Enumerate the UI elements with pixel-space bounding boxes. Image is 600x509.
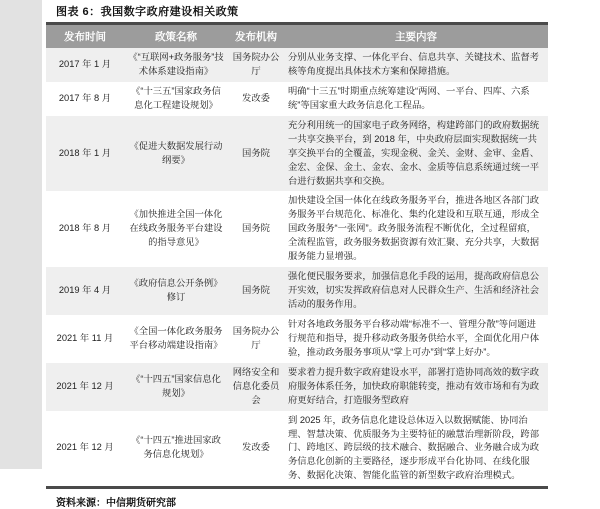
policy-table-header — [46, 24, 548, 49]
cell-policy: 《政府信息公开条例》修订 — [129, 278, 223, 303]
policy-table-body — [46, 48, 548, 488]
cell-policy: 《“十四五”推进国家政务信息化规划》 — [131, 435, 221, 460]
table-row — [46, 82, 548, 116]
policy-table — [46, 22, 548, 489]
cell-date: 2017 年 1 月 — [58, 58, 112, 69]
table-row — [46, 267, 548, 315]
cell-agency: 国务院办公厅 — [232, 325, 280, 350]
cell-content: 要求着力提升数字政府建设水平，部署打造协同高效的数字政府服务体系任务，加快政府职能转变，推动有效市场和有为政府更好结合，打造服务型政府 — [288, 366, 540, 405]
cell-content: 明确“十三五”时期重点统筹建设“两网、一平台、四库、六系统”等国家重大政务信息化工程品。 — [288, 85, 530, 110]
figure-title: 图表 6：我国数字政府建设相关政策 — [56, 6, 239, 18]
cell-policy: 《加快推进全国一体化在线政务服务平台建设的指导意见》 — [129, 209, 223, 248]
cell-agency: 发改委 — [242, 92, 270, 103]
cell-agency: 国务院 — [242, 223, 270, 234]
table-row — [46, 411, 548, 488]
cell-content: 到 2025 年，政务信息化建设总体迈入以数据赋能、协同治理、智慧决策、优质服务为主要特征的融慧治理新阶段，跨部门、跨地区、跨层级的技术融合、数据融合、业务融合成为政务信息化创新的主要路径，逐步形成平台化协同、在线化服务、数据化决策、智能化监管的新型数字政府治理模式。 — [288, 414, 540, 481]
cell-content: 分别从业务支撑、一体化平台、信息共享、关键技术、监督考核等角度提出具体技术方案和保障措施。 — [288, 52, 540, 76]
cell-date: 2021 年 12 月 — [56, 442, 114, 453]
cell-agency: 发改委 — [242, 442, 270, 453]
cell-policy: 《促进大数据发展行动纲要》 — [129, 140, 223, 165]
cell-policy: 《“十四五”国家信息化规划》 — [131, 373, 221, 398]
cell-agency: 国务院 — [242, 285, 270, 296]
cell-date: 2021 年 12 月 — [56, 380, 114, 391]
table-row — [46, 315, 548, 363]
cell-content: 充分利用统一的国家电子政务网络，构建跨部门的政府数据统一共享交换平台，到 2018 年，中央政府层面实现数据统一共享交换平台的全覆盖，实现金税、金关、金财、金审、金盾、金宏、金保、金土、金农、金水、金质等信息系统通过统一平台进行数据共享和交换。 — [288, 119, 540, 186]
table-row — [46, 363, 548, 411]
cell-content: 加快建设全国一体化在线政务服务平台，推进各地区各部门政务服务平台规范化、标准化、集约化建设和互联互通，形成全国政务服务“一张网”。政务服务流程不断优化，全过程留痕，全流程监管，政务服务数据资源有效汇聚、充分共享，大数据服务能力显增强。 — [288, 195, 540, 262]
header-issuing-agency: 发布机构 — [228, 24, 284, 49]
header-policy-name: 政策名称 — [124, 24, 228, 49]
cell-agency: 网络安全和信息化委员会 — [232, 366, 280, 405]
cell-date: 2019 年 4 月 — [58, 285, 112, 296]
cell-date: 2017 年 8 月 — [58, 92, 112, 103]
cell-date: 2021 年 11 月 — [56, 332, 114, 343]
cell-agency: 国务院 — [242, 147, 270, 158]
report-figure-page — [46, 0, 554, 509]
header-publish-date: 发布时间 — [46, 24, 124, 49]
table-row — [46, 191, 548, 267]
cell-policy: 《“互联网+政务服务”技术体系建设指南》 — [128, 52, 224, 76]
cell-policy: 《“十三五”国家政务信息化工程建设规划》 — [131, 85, 221, 110]
table-row — [46, 48, 548, 82]
source-note: 资料来源：中信期货研究部 — [56, 498, 176, 509]
page-left-margin — [0, 0, 42, 469]
cell-content: 针对各地政务服务平台移动端“标准不一、管理分散”等问题进行规范和指导，提升移动政务服务供给水平，全面优化用户体验，推动政务服务事项从“掌上可办”到“掌上好办”。 — [288, 318, 540, 357]
table-row — [46, 116, 548, 192]
cell-content: 强化便民服务要求，加强信息化手段的运用，提高政府信息公开实效，切实发挥政府信息对人民群众生产、生活和经济社会活动的服务作用。 — [288, 271, 540, 309]
cell-agency: 国务院办公厅 — [232, 52, 280, 76]
header-main-content: 主要内容 — [284, 24, 548, 49]
cell-date: 2018 年 8 月 — [58, 223, 112, 234]
cell-date: 2018 年 1 月 — [58, 147, 112, 158]
cell-policy: 《全国一体化政务服务平台移动端建设指南》 — [129, 325, 223, 350]
